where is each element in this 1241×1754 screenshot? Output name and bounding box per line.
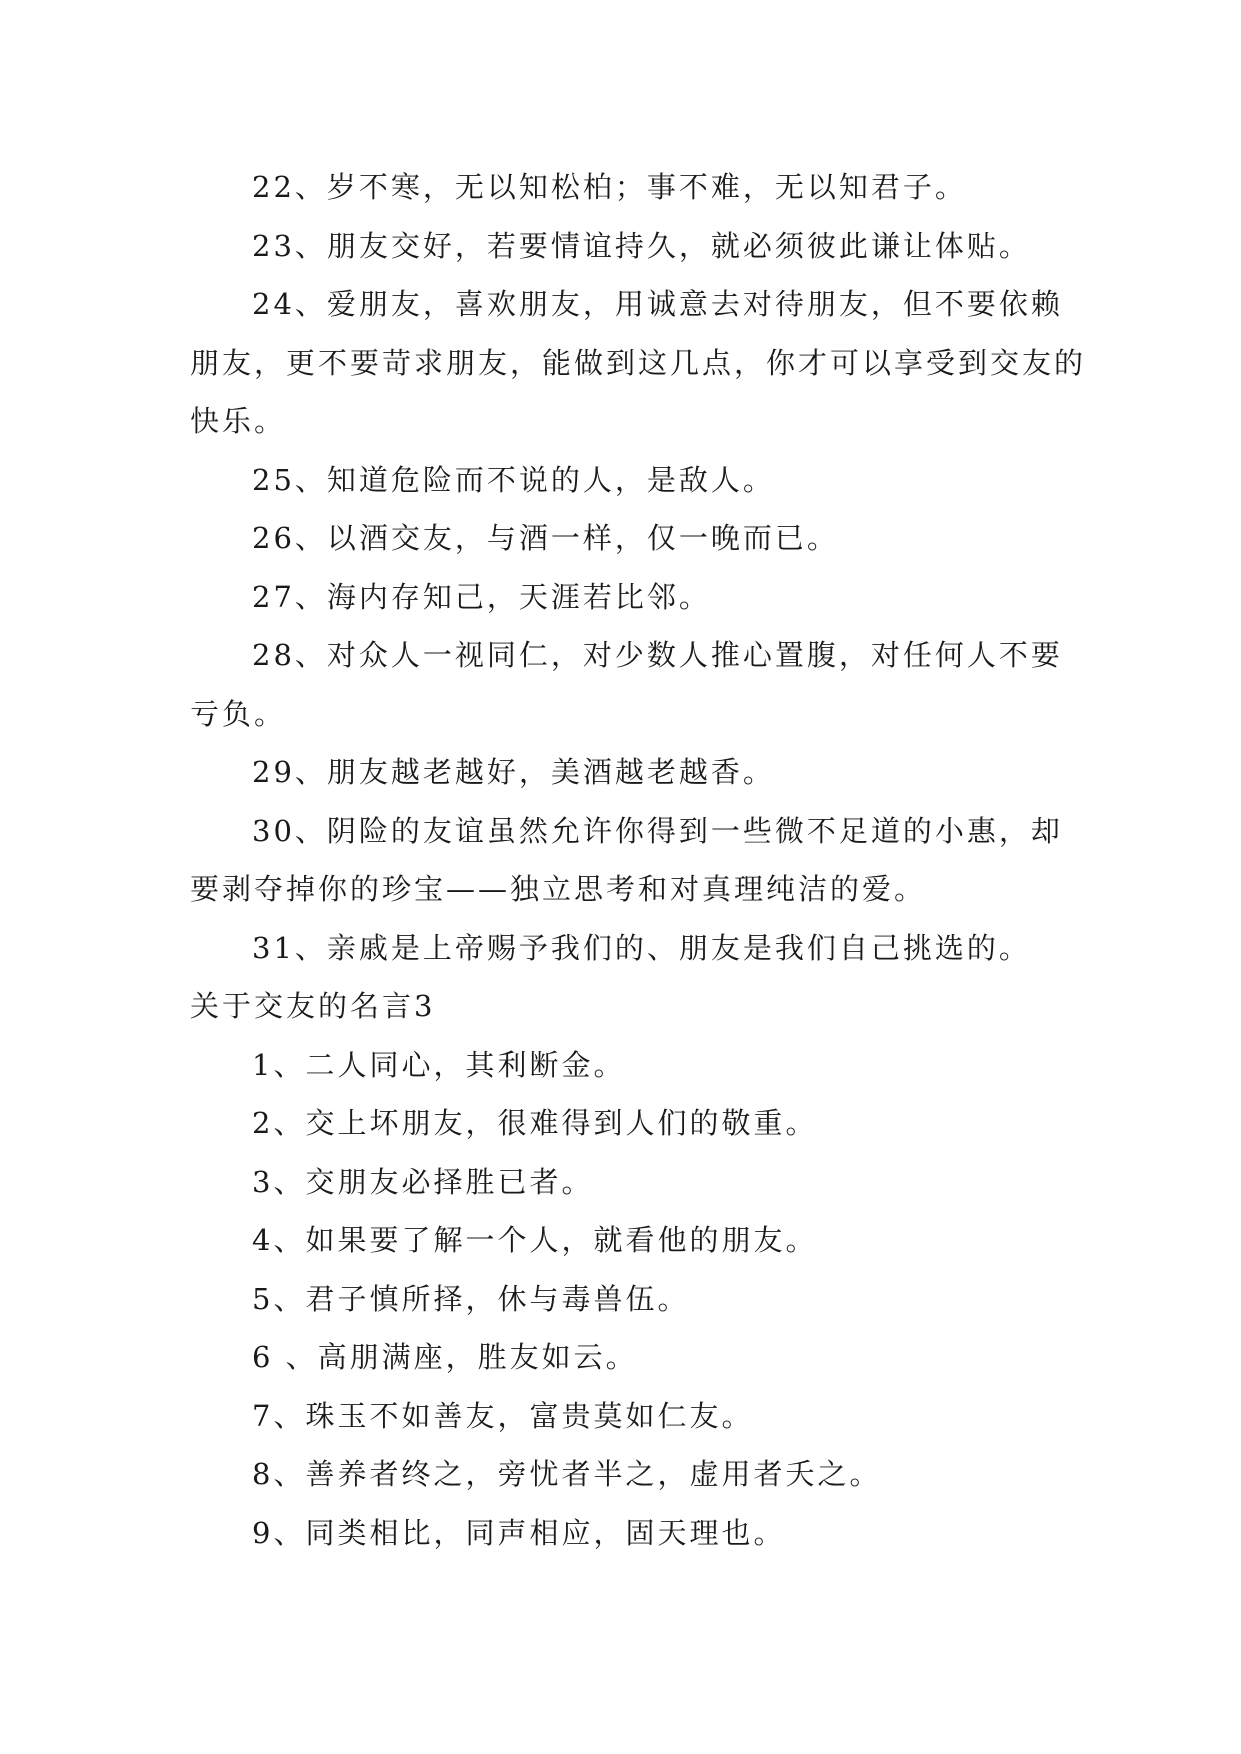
quote-27: 27、海内存知己，天涯若比邻。 — [252, 579, 711, 614]
quote-9: 9、同类相比，同声相应，固天理也。 — [252, 1515, 786, 1550]
quote-22: 22、岁不寒，无以知松柏；事不难，无以知君子。 — [252, 170, 967, 204]
quote-26: 26、以酒交友，与酒一样，仅一晚而已。 — [252, 521, 839, 555]
section-heading: 关于交友的名言3 — [190, 989, 436, 1023]
quote-8: 8、善养者终之，旁忧者半之，虚用者夭之。 — [252, 1457, 882, 1491]
quote-4: 4、如果要了解一个人，就看他的朋友。 — [252, 1223, 818, 1257]
quote-5: 5、君子慎所择，休与毒兽伍。 — [252, 1281, 690, 1316]
quote-1: 1、二人同心，其利断金。 — [252, 1047, 626, 1082]
quote-7: 7、珠玉不如善友，富贵莫如仁友。 — [252, 1398, 754, 1433]
quote-3: 3、交朋友必择胜已者。 — [252, 1164, 594, 1199]
quote-2: 2、交上坏朋友，很难得到人们的敬重。 — [252, 1106, 818, 1140]
quote-31: 31、亲戚是上帝赐予我们的、朋友是我们自己挑选的。 — [252, 930, 1031, 965]
quote-30: 30、阴险的友谊虽然允许你得到一些微不足道的小惠，却要剥夺掉你的珍宝——独立思考和对真理纯洁的爱。 — [190, 813, 1063, 906]
document-body — [190, 158, 1090, 1562]
quote-29: 29、朋友越老越好，美酒越老越香。 — [252, 755, 775, 789]
quote-24: 24、爱朋友，喜欢朋友，用诚意去对待朋友，但不要依赖朋友，更不要苛求朋友，能做到这几点，你才可以享受到交友的快乐。 — [190, 287, 1087, 438]
quote-25: 25、知道危险而不说的人，是敌人。 — [252, 462, 775, 497]
quote-23: 23、朋友交好，若要情谊持久，就必须彼此谦让体贴。 — [252, 228, 1031, 263]
quote-28: 28、对众人一视同仁，对少数人推心置腹，对任何人不要亏负。 — [190, 638, 1063, 731]
quote-6: 6 、高朋满座，胜友如云。 — [252, 1340, 638, 1374]
